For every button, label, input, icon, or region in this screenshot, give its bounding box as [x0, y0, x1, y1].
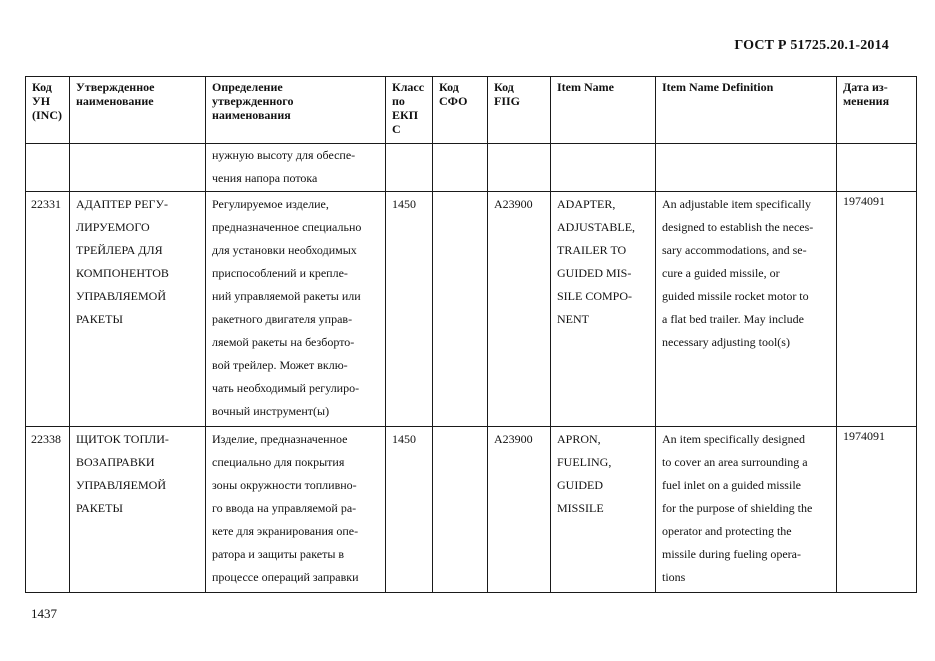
text-line: (INC): [32, 108, 62, 122]
text-line: for the purpose of shielding the: [662, 501, 813, 515]
ekps-class-cell: 1450: [392, 197, 416, 211]
text-line: ляемой ракеты на безборто-: [212, 335, 355, 349]
text-line: An adjustable item specifically: [662, 197, 811, 211]
header-approved-name: [70, 77, 206, 144]
approved-name-cell: [70, 192, 205, 331]
text-line: Код: [494, 80, 514, 94]
sfo-code-cell: [433, 192, 487, 193]
text-line: СФО: [439, 94, 468, 108]
inc-cell: 22338: [31, 432, 61, 446]
text-line: вой трейлер. Может вклю-: [212, 358, 348, 372]
text-line: operator and protecting the: [662, 524, 792, 538]
header-item-name: [551, 77, 656, 144]
text-line: ЩИТОК ТОПЛИ-: [76, 432, 169, 446]
definition-cell: [206, 427, 385, 589]
item-definition-cell: [656, 427, 836, 589]
standard-designation: ГОСТ Р 51725.20.1-2014: [734, 38, 889, 53]
header-fiig-code: [488, 77, 551, 144]
text-line: АДАПТЕР РЕГУ-: [76, 197, 168, 211]
text-line: наименование: [76, 94, 154, 108]
text-line: утвержденного: [212, 94, 294, 108]
text-line: чать необходимый регулиро-: [212, 381, 360, 395]
text-line: Класс: [392, 80, 425, 94]
text-line: по: [392, 94, 405, 108]
text-line: FUELING,: [557, 455, 612, 469]
item-name-cell: [551, 192, 655, 331]
text-line: ракетного двигателя управ-: [212, 312, 353, 326]
text-line: Код: [32, 80, 52, 94]
text-line: TRAILER TO: [557, 243, 627, 257]
approved-name-cell: [70, 427, 205, 520]
fiig-code-cell: A23900: [494, 432, 533, 446]
text-line: Дата из-: [843, 80, 888, 94]
text-line: designed to establish the neces-: [662, 220, 814, 234]
text-line: РАКЕТЫ: [76, 312, 123, 326]
text-line: чения напора потока: [212, 171, 318, 185]
header-inc: [26, 77, 70, 144]
definition-cell: [206, 192, 385, 423]
header-item-name-definition: [656, 77, 837, 144]
text-line: Item Name: [557, 80, 614, 94]
text-line: tions: [662, 570, 686, 584]
item-definition-cell: [656, 192, 836, 354]
text-line: для установки необходимых: [212, 243, 357, 257]
text-line: cure a guided missile, or: [662, 266, 780, 280]
text-line: ТРЕЙЛЕРА ДЛЯ: [76, 243, 163, 257]
text-line: процессе операций заправки: [212, 570, 359, 584]
header-ekps-class: [386, 77, 433, 144]
text-line: кете для экранирования опе-: [212, 524, 359, 538]
text-line: приспособлений и крепле-: [212, 266, 348, 280]
text-line: a flat bed trailer. May include: [662, 312, 804, 326]
text-line: GUIDED MIS-: [557, 266, 632, 280]
text-line: SILE COMPO-: [557, 289, 633, 303]
text-line: guided missile rocket motor to: [662, 289, 809, 303]
text-line: An item specifically designed: [662, 432, 805, 446]
text-line: менения: [843, 94, 890, 108]
text-line: го ввода на управляемой ра-: [212, 501, 357, 515]
text-line: наименования: [212, 108, 291, 122]
text-line: MISSILE: [557, 501, 604, 515]
text-line: GUIDED: [557, 478, 603, 492]
page-number: 1437: [31, 606, 57, 621]
text-line: УН: [32, 94, 51, 108]
text-line: ратора и защиты ракеты в: [212, 547, 345, 561]
table-row: [26, 192, 917, 427]
definition-cell: [206, 144, 385, 190]
text-line: нужную высоту для обеспе-: [212, 148, 356, 162]
text-line: sary accommodations, and se-: [662, 243, 807, 257]
nomenclature-table: [25, 76, 917, 593]
text-line: to cover an area surrounding a: [662, 455, 808, 469]
text-line: Регулируемое изделие,: [212, 197, 329, 211]
text-line: специально для покрытия: [212, 455, 345, 469]
text-line: УПРАВЛЯЕМОЙ: [76, 289, 166, 303]
text-line: NENT: [557, 312, 589, 326]
header-sfo-code: [433, 77, 488, 144]
change-date-cell: 1974091: [843, 194, 885, 208]
item-name-cell: [551, 427, 655, 520]
change-date-cell: 1974091: [843, 429, 885, 443]
text-line: предназначенное специально: [212, 220, 362, 234]
continuation-row: [26, 144, 917, 192]
table-row: [26, 427, 917, 593]
text-line: вочный инструмент(ы): [212, 404, 330, 418]
text-line: FIIG: [494, 94, 521, 108]
text-line: Утвержденное: [76, 80, 155, 94]
text-line: missile during fueling opera-: [662, 547, 801, 561]
text-line: Код: [439, 80, 459, 94]
text-line: Определение: [212, 80, 283, 94]
text-line: Изделие, предназначенное: [212, 432, 348, 446]
fiig-code-cell: A23900: [494, 197, 533, 211]
text-line: ЕКП: [392, 108, 419, 122]
sfo-code-cell: [433, 427, 487, 428]
text-line: УПРАВЛЯЕМОЙ: [76, 478, 166, 492]
text-line: ADJUSTABLE,: [557, 220, 636, 234]
text-line: fuel inlet on a guided missile: [662, 478, 801, 492]
text-line: ADAPTER,: [557, 197, 616, 211]
inc-cell: 22331: [31, 197, 61, 211]
text-line: APRON,: [557, 432, 601, 446]
text-line: РАКЕТЫ: [76, 501, 123, 515]
text-line: ЛИРУЕМОГО: [76, 220, 150, 234]
text-line: Item Name Definition: [662, 80, 774, 94]
text-line: зоны окружности топливно-: [212, 478, 357, 492]
text-line: С: [392, 122, 401, 136]
header-definition: [206, 77, 386, 144]
text-line: necessary adjusting tool(s): [662, 335, 790, 349]
header-row: [26, 77, 917, 144]
text-line: ний управляемой ракеты или: [212, 289, 361, 303]
ekps-class-cell: 1450: [392, 432, 416, 446]
text-line: ВОЗАПРАВКИ: [76, 455, 155, 469]
header-change-date: [837, 77, 917, 144]
text-line: КОМПОНЕНТОВ: [76, 266, 169, 280]
